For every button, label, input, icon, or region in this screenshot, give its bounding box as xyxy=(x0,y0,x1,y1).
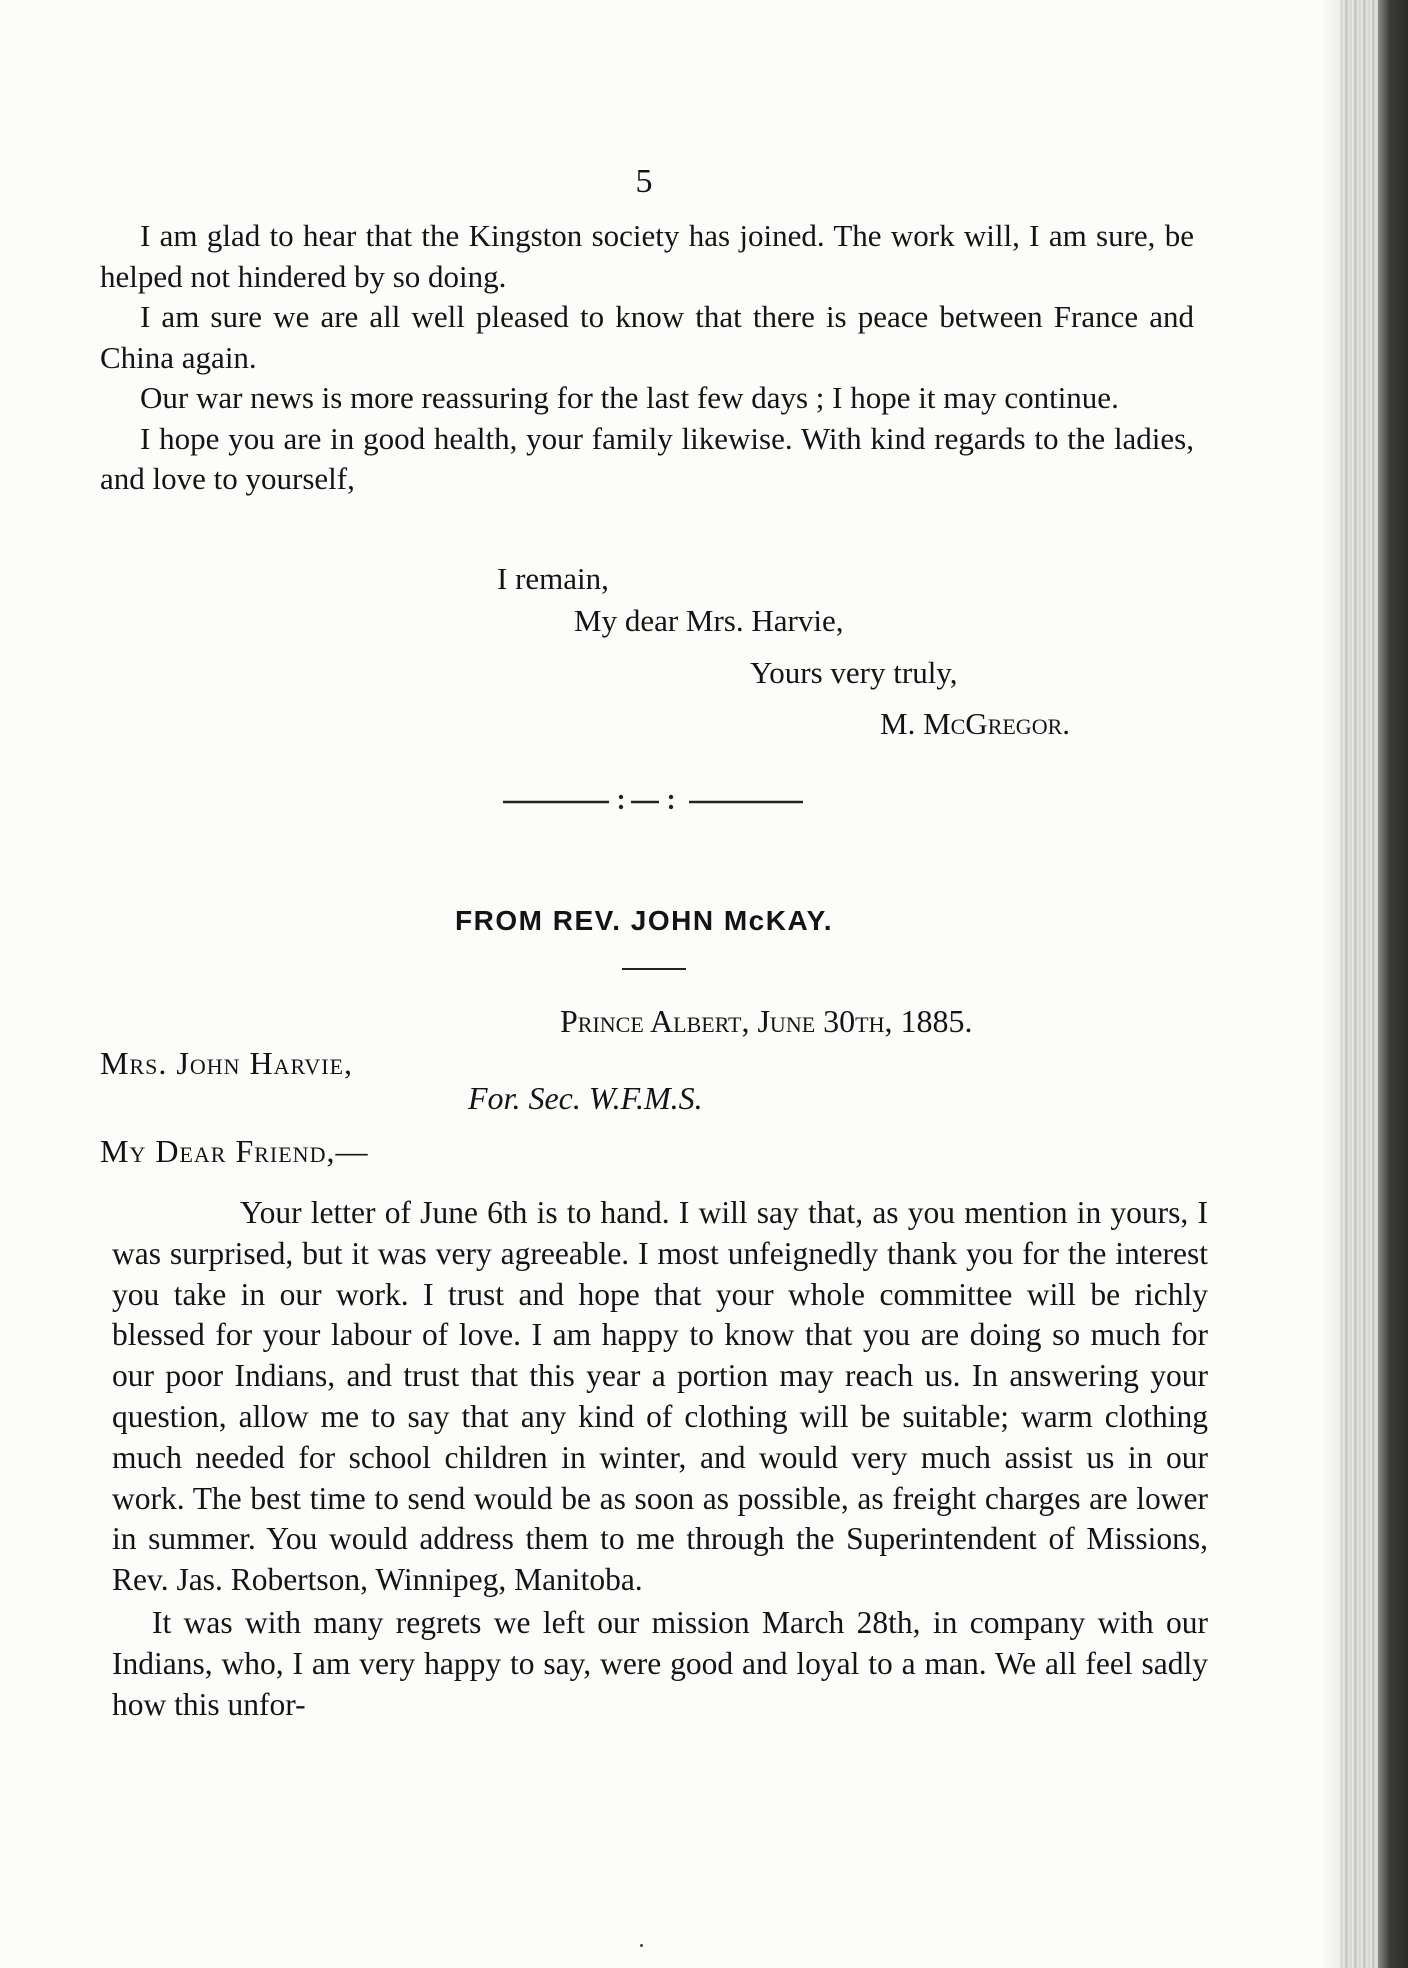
closing-line: Yours very truly, xyxy=(750,655,958,690)
addressee: Mrs. John Harvie, xyxy=(100,1045,354,1081)
page-gutter-shadow xyxy=(1320,0,1340,1968)
paragraph: I am glad to hear that the Kingston society has joined. The work will, I am sure, be helped not hindered by so doing. xyxy=(100,218,1194,294)
section-separator xyxy=(503,786,803,816)
section-heading: FROM REV. JOHN McKAY. xyxy=(455,905,833,936)
closing-line: My dear Mrs. Harvie, xyxy=(574,603,844,638)
dateline: Prince Albert, June 30th, 1885. xyxy=(560,1003,973,1039)
print-speck xyxy=(640,1944,643,1947)
paragraph: It was with many regrets we left our mission March 28th, in company with our Indians, who, I am very happy to say, were good and loyal to a man. We all feel sadly how this unfor- xyxy=(112,1604,1208,1722)
paragraph: Your letter of June 6th is to hand. I will say that, as you mention in yours, I was surprised, but it was very agreeable. I most unfeignedly thank you for the interest you take in our work. I trust and hope that your whole committee will be richly blessed for your labour of love. I am happy to know that you are doing so much for our poor Indians, and trust that this year a portion may reach us. In answering your question, allow me to say that any kind of clothing will be suitable; warm clothing much needed for school children in winter, and would very much assist us in our work. The best time to send would be as soon as possible, as freight charges are lower in summer. You would address them to me through the Superintendent of Missions, Rev. Jas. Robertson, Winnipeg, Manitoba. xyxy=(112,1195,1208,1598)
separator-ornament xyxy=(503,786,803,816)
closing-line: I remain, xyxy=(497,561,609,596)
heading-rule xyxy=(622,968,686,970)
salutation: My Dear Friend,— xyxy=(100,1133,369,1169)
previous-letter-body xyxy=(100,216,1194,500)
page-number: 5 xyxy=(635,163,653,200)
paragraph: I hope you are in good health, your family likewise. With kind regards to the ladies, and love to yourself, xyxy=(100,420,1194,496)
addressee-title: For. Sec. W.F.M.S. xyxy=(468,1080,703,1116)
signature: M. McGregor. xyxy=(880,706,1071,741)
letter-body xyxy=(112,1193,1208,1725)
book-cover-edge xyxy=(1378,0,1408,1968)
paragraph: Our war news is more reassuring for the last few days ; I hope it may continue. xyxy=(140,380,1119,415)
paragraph: I am sure we are all well pleased to know that there is peace between France and China again. xyxy=(100,299,1194,375)
